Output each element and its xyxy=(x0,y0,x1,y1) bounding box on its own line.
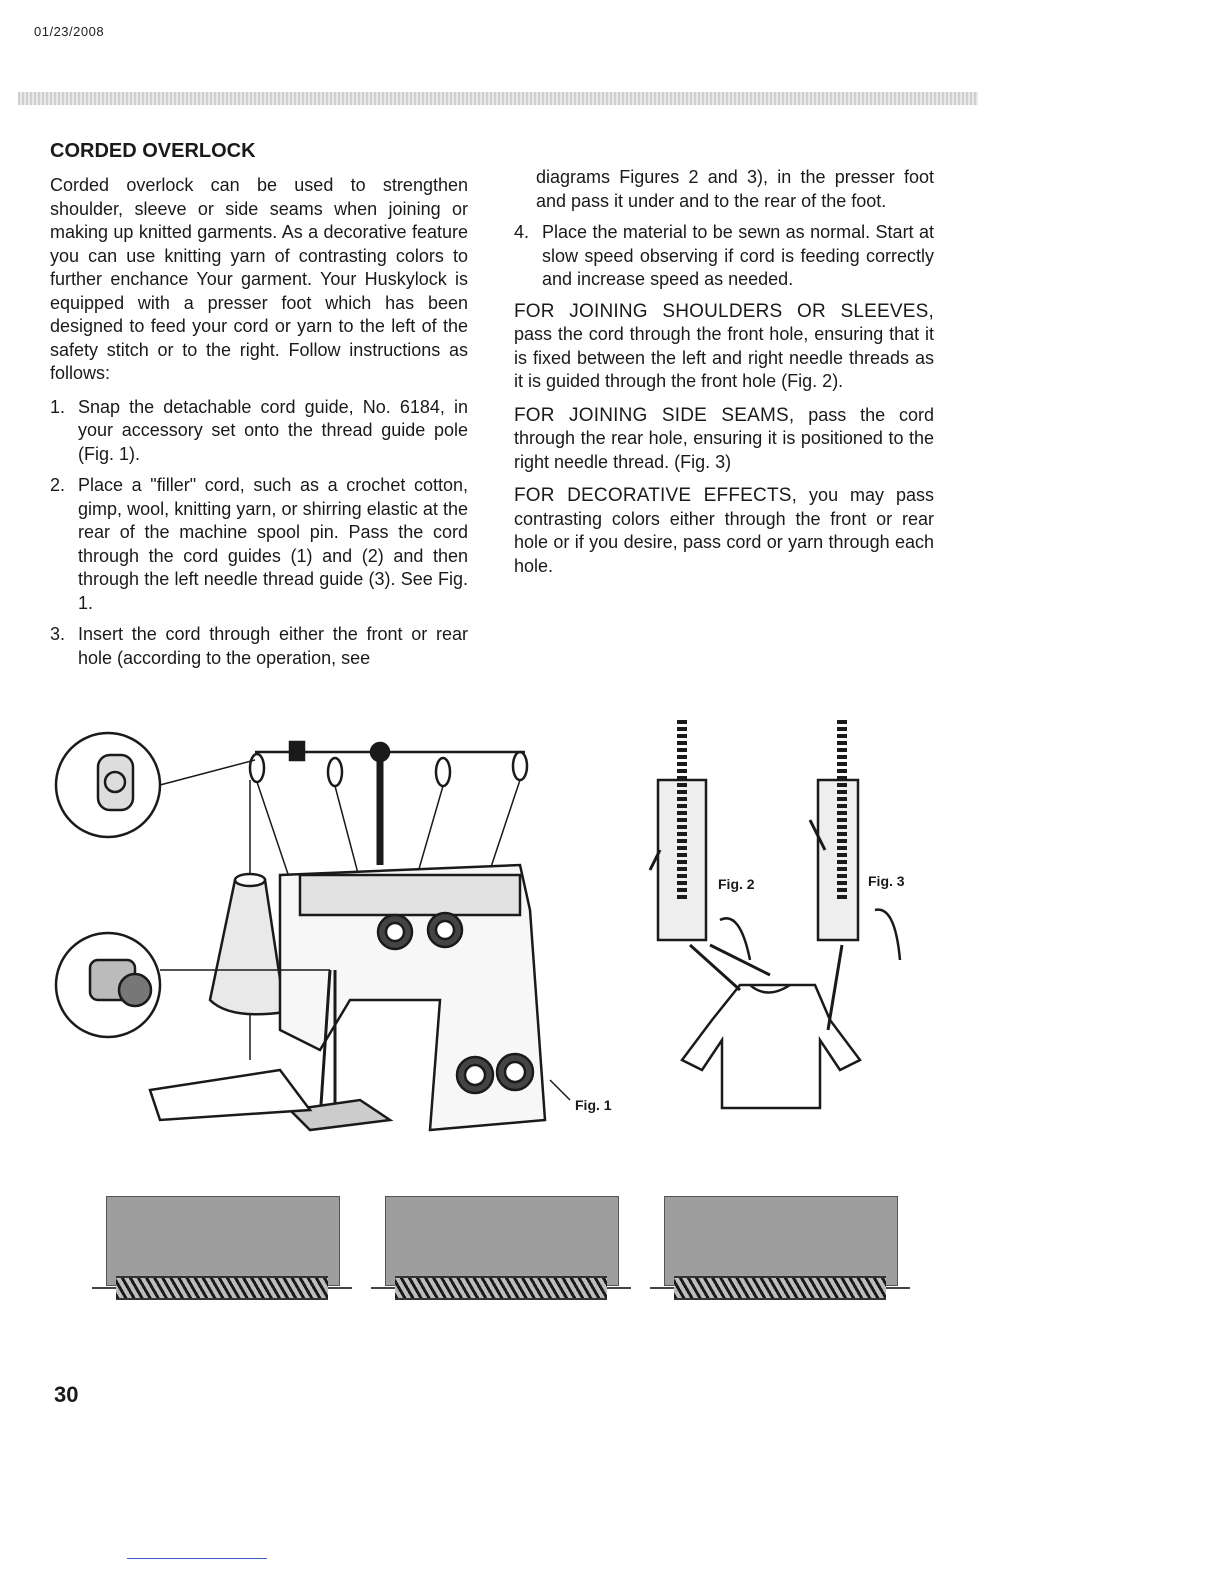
document-date: 01/23/2008 xyxy=(34,24,105,39)
paragraph-lead: FOR DECORATIVE EFFECTS, xyxy=(514,485,798,506)
paragraph-text: pass the cord through the rear hole, ensuring it is positioned to the right needle thread. (Fig. 3) xyxy=(514,404,935,472)
stitch-sample-right xyxy=(664,1196,896,1304)
decorative-paragraph xyxy=(514,484,934,578)
fabric-swatch xyxy=(385,1196,619,1286)
thread-guide xyxy=(513,752,527,780)
step-text: Place the material to be sewn as normal. Start at slow speed observing if cord is feeding correctly and increase speed as needed. xyxy=(542,222,934,289)
paragraph-text: pass the cord through the front hole, ensuring that it is fixed between the left and right needle threads as it is guided through the front hole (Fig. 2). xyxy=(514,324,934,391)
step-text: Snap the detachable cord guide, No. 6184, in your accessory set onto the thread guide pole (Fig. 1). xyxy=(78,396,468,464)
step-number: 2. xyxy=(50,475,66,495)
cord-guide xyxy=(250,754,264,782)
step-3 xyxy=(50,623,468,670)
thread-guide xyxy=(436,758,450,786)
side-seams-paragraph xyxy=(514,404,934,475)
fig-2-label: Fig. 2 xyxy=(718,876,755,892)
step-3-continued: diagrams Figures 2 and 3), in the presser foot and pass it under and to the rear of the foot. xyxy=(536,167,934,211)
right-text-column xyxy=(514,166,934,588)
paragraph-text: you may pass contrasting colors either through the front or rear hole or if you desire, pass cord or yarn through each hole. xyxy=(514,485,934,576)
intro-paragraph: Corded overlock can be used to strengthen shoulder, sleeve or side seams when joining or making up knitted garments. As a decorative feature you can use knitting yarn of contrasting colors to further enchance Your garment. Your Huskylock is equipped with a presser foot which has been designed to feed your cord or yarn to the left of the safety stitch or to the right. Follow instructions as follows: xyxy=(50,175,468,383)
footer-rule xyxy=(127,1558,267,1559)
left-text-column xyxy=(50,174,468,678)
overlock-stitch xyxy=(674,1276,886,1300)
cord-guide-clip xyxy=(290,742,304,760)
serger-drawing xyxy=(50,700,940,1170)
fabric-swatch xyxy=(664,1196,898,1286)
step-text: Place a "filler" cord, such as a crochet cotton, gimp, wool, knitting yarn, or shirring elastic at the rear of the machine spool pin. Pass the cord through the cord guides (1) and (2) and then through the left needle thread guide (3). See Fig. 1. xyxy=(78,475,468,613)
step-2 xyxy=(50,474,468,615)
step-number: 4. xyxy=(514,222,530,242)
thread-guide xyxy=(328,758,342,786)
shoulders-paragraph xyxy=(514,300,934,394)
pole-cap xyxy=(371,743,389,761)
header-divider-bar xyxy=(18,92,978,105)
section-title: CORDED OVERLOCK xyxy=(50,140,256,162)
fig-3-label: Fig. 3 xyxy=(868,873,905,889)
step-text: Insert the cord through either the front or rear hole (according to the operation, see xyxy=(78,624,468,668)
fabric-swatch xyxy=(106,1196,340,1286)
stitch-sample-left xyxy=(106,1196,338,1304)
paragraph-lead: FOR JOINING SIDE SEAMS, xyxy=(514,404,795,426)
step-number: 3. xyxy=(50,624,66,644)
page-number: 30 xyxy=(54,1382,79,1407)
overlock-stitch xyxy=(395,1276,607,1300)
stitch-sample-middle xyxy=(385,1196,617,1304)
fig-1-label: Fig. 1 xyxy=(575,1097,612,1113)
step-number: 1. xyxy=(50,396,66,417)
step-4 xyxy=(514,221,934,292)
overlock-stitch xyxy=(116,1276,328,1300)
paragraph-lead: FOR JOINING SHOULDERS OR SLEEVES, xyxy=(514,300,934,322)
serger-illustration xyxy=(50,700,940,1170)
step-1 xyxy=(50,396,468,467)
